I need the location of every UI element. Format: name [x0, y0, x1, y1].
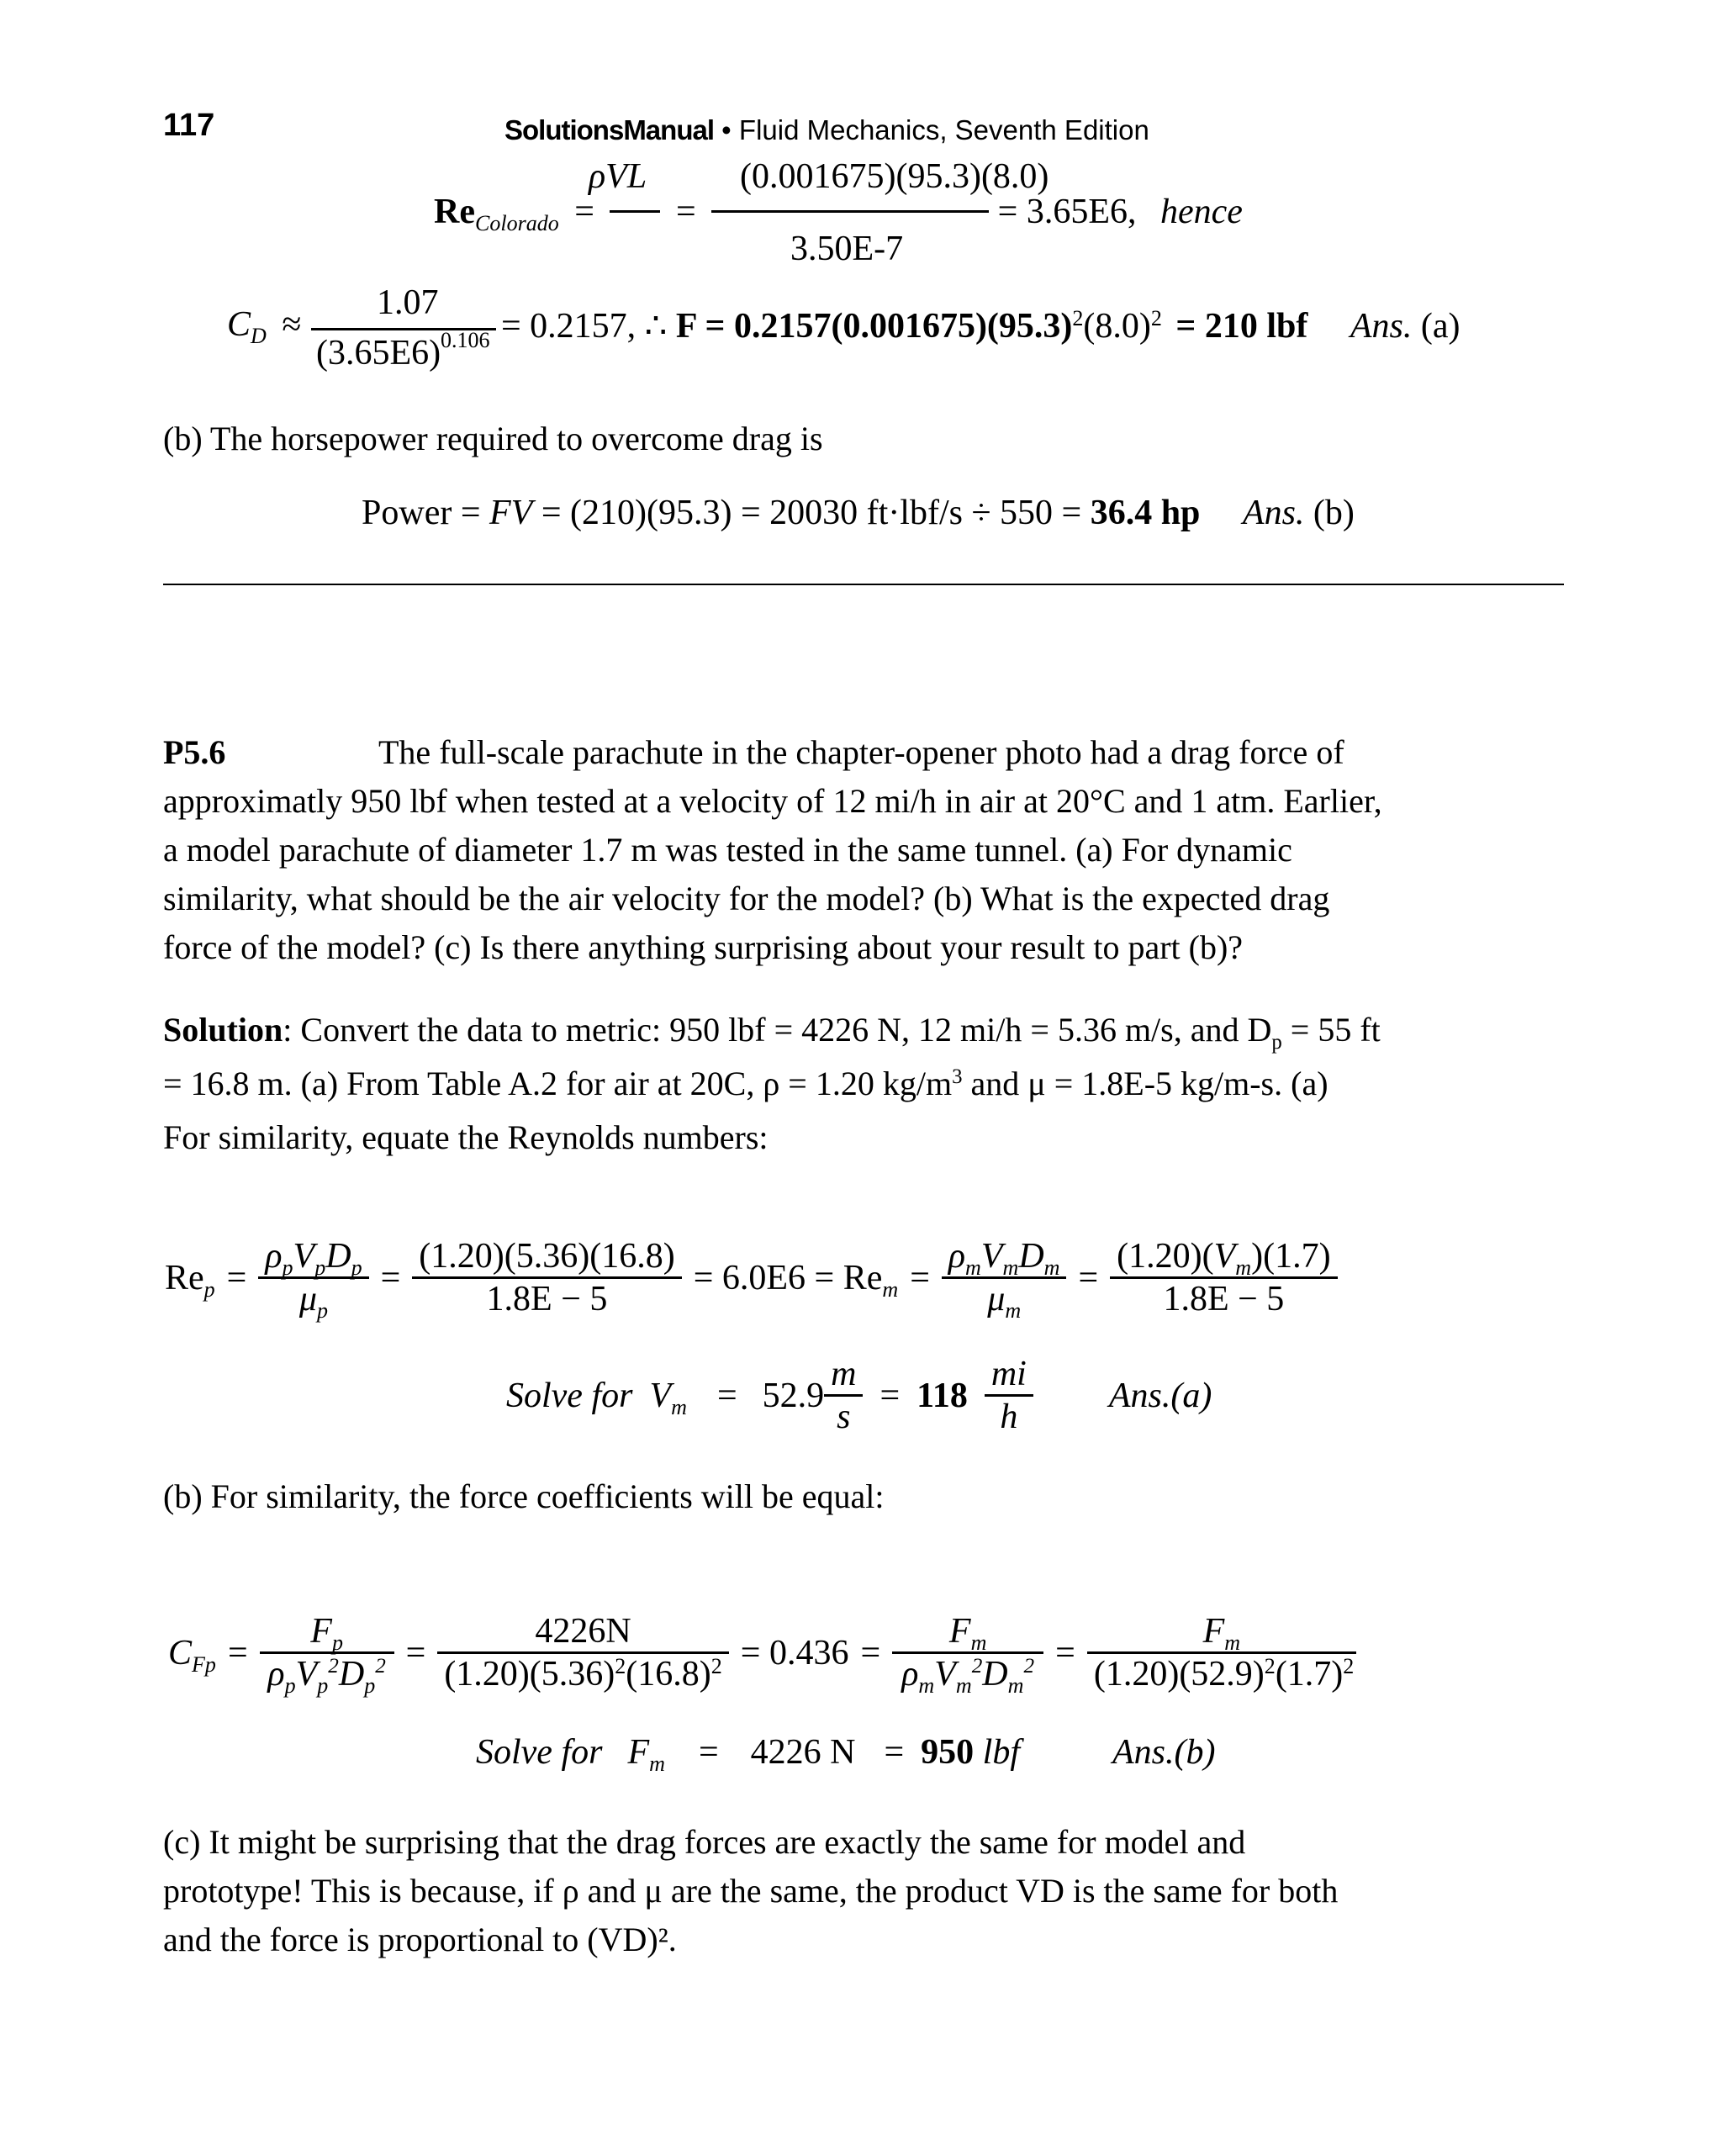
solution-label: Solution	[163, 1011, 283, 1049]
re-frac-bar-2	[711, 210, 989, 213]
re-hence: hence	[1160, 193, 1243, 231]
cfp-frac-numeric: $\frac{4226N}{(1.20)(5.36)^2(16.8)^2}$	[437, 1611, 728, 1694]
solution-text: Solution: Convert the data to metric: 950 lbf = 4226 N, 12 mi/h = 5.36 m/s, and $D_p = 55$ ft = 16.8 m. (a) From Table A.2 for air at 20C, ρ = 1.20 $kg/m^3$ and μ = 1.8E-5 kg/m-s. (a) For similarity, equate the Reynolds numbers:	[163, 1011, 1381, 1156]
solve-vm: Solve for $V_m$ = 52.9 $\frac{m}{s}$ = 118 $\frac{mi}{h}$ Ans.(a)	[506, 1355, 1212, 1436]
re-den2-fragment: 3.50E-7	[790, 230, 904, 268]
rep-frac-numeric: $\frac{(1.20)(5.36)(16.8)}{1.8E - 5}$	[412, 1236, 681, 1319]
rem-frac-symbolic: $\frac{\rho_mV_mD_m}{\mu_m}$	[942, 1236, 1067, 1319]
book-title: Fluid Mechanics, Seventh Edition	[738, 114, 1149, 145]
manual-title: SolutionsManual	[504, 114, 714, 145]
re-frac-bar-1	[610, 210, 660, 213]
re-num-fragment: ρVL	[589, 157, 647, 196]
re-result: = 3.65E6,	[997, 193, 1137, 231]
cfp-lhs: $C_{Fp}$	[168, 1633, 216, 1677]
cd-den-exponent: 0.106	[441, 328, 490, 352]
re-num2-fragment: (0.001675)(95.3)(8.0)	[740, 157, 1049, 196]
header-bullet: •	[721, 114, 732, 145]
cd-denominator-fragment: (3.65E6)	[316, 334, 441, 373]
cfm-frac-numeric: $\frac{F_m}{(1.20)(52.9)^2(1.7)^2}$	[1087, 1611, 1356, 1694]
section-divider	[163, 584, 1564, 585]
cfp-frac-symbolic: $\frac{F_p}{\rho_pV_p^2D_p^2}$	[260, 1611, 394, 1694]
reynolds-equation: $Re_p$ = $\frac{\rho_pV_pD_p}{\mu_p}$ = $\frac{(1.20)(5.36)(16.8)}{1.8E - 5}$ = $6.0E6 = Re_m$ = $\frac{\rho_mV_mD_m}{\mu_m}$ = $\frac{(1.20)(V_m)(1.7)}{1.8E - 5}$	[165, 1236, 1338, 1319]
rep-mid: = $6.0E6 = Re_m$	[693, 1258, 899, 1302]
rem-frac-numeric: $\frac{(1.20)(V_m)(1.7)}{1.8E - 5}$	[1110, 1236, 1337, 1319]
re-colorado-equation: $Re_{Colorado}$ = = = 3.65E6, hence	[434, 193, 1243, 236]
re-sub: Colorado	[474, 211, 559, 236]
page-number: 117	[163, 108, 215, 143]
power-equation: Power = FV = (210)(95.3) = 20030 ft·lbf/s ÷ 550 = 36.4 hp Ans. (b)	[362, 494, 1355, 532]
cfm-frac-symbolic: $\frac{F_m}{\rho_mV_m^2D_m^2}$	[892, 1611, 1043, 1694]
cd-result: = 0.2157, ∴ $F = 0.2157(0.001675)(95.3)^2(8.0)^2 = 210$ lbf Ans. (a)	[501, 305, 1461, 346]
part-b-text: (b) For similarity, the force coefficients will be equal:	[163, 1477, 885, 1515]
problem-id: P5.6	[163, 733, 226, 771]
problem-statement: P5.6 The full-scale parachute in the chapter-opener photo had a drag force of approximatly 950 lbf when tested at a velocity of 12 mi/h in air at 20°C and 1 atm. Earlier, a model parachute of diameter 1.7 m was tested in the same tunnel. (a) For dynamic similarity, what should be the air velocity for the model? (b) What is the expected drag force of the model? (c) Is there anything surprising about your result to part (b)?	[163, 728, 1576, 972]
cd-numerator: 1.07	[377, 283, 439, 322]
force-coefficient-equation: $C_{Fp}$ = $\frac{F_p}{\rho_pV_p^2D_p^2}$ = $\frac{4226N}{(1.20)(5.36)^2(16.8)^2}$ = 0.436 = $\frac{F_m}{\rho_mV_m^2D_m^2}$ = $\frac{F_m}{(1.20)(52.9)^2(1.7)^2}$	[168, 1611, 1356, 1694]
running-header	[504, 114, 1149, 146]
rep-frac-symbolic: $\frac{\rho_pV_pD_p}{\mu_p}$	[258, 1236, 368, 1319]
re-label: Re	[434, 193, 475, 231]
rep-lhs: $Re_p$	[165, 1258, 215, 1302]
part-c-text: (c) It might be surprising that the drag forces are exactly the same for model and prototype! This is because, if ρ and μ are the same, the product VD is the same for both and the force is proportional to (VD)².	[163, 1823, 1339, 1958]
solve-fm: Solve for $F_m$ = 4226 N = 950 lbf Ans.(b)	[476, 1733, 1216, 1777]
cd-label: $C_D$ ≈	[227, 305, 302, 349]
prev-part-b-text: (b) The horsepower required to overcome drag is	[163, 420, 823, 457]
